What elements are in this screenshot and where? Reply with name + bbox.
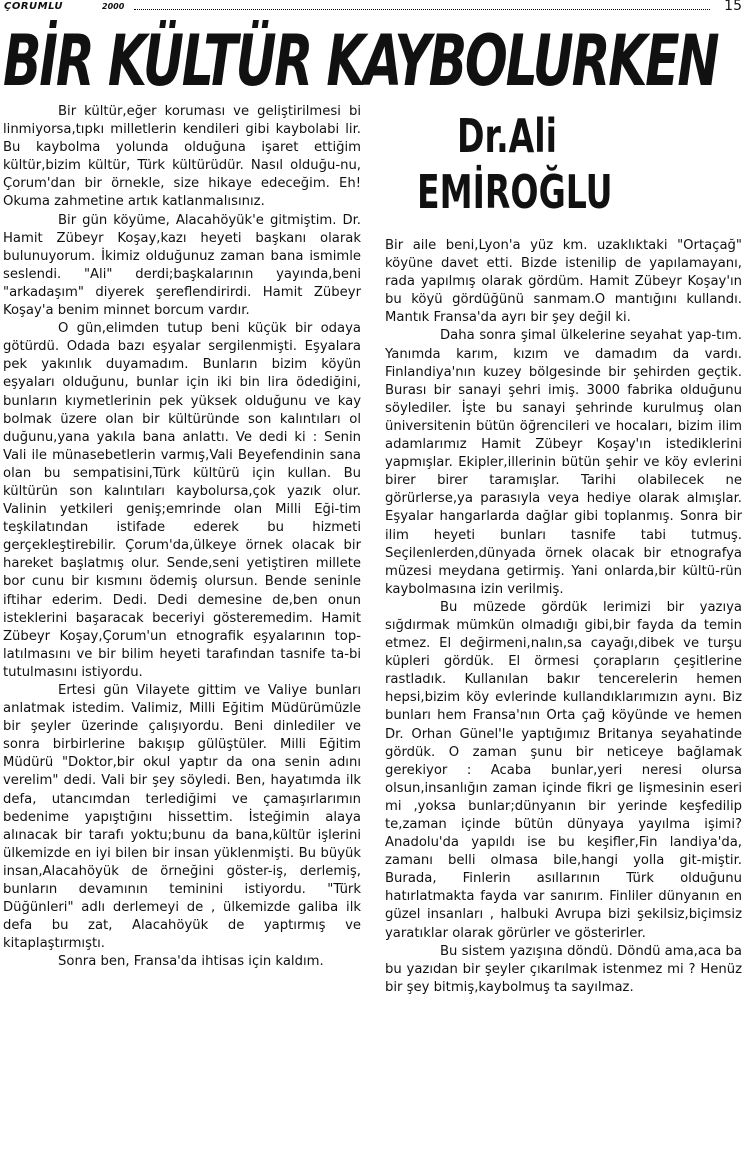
article-title: BİR KÜLTÜR KAYBOLURKEN [3,20,718,102]
author-name [417,108,613,220]
left-column [3,103,361,972]
paragraph: Sonra ben, Fransa'da ihtisas için kaldım. [58,954,324,970]
paragraph: Bir aile beni,Lyon'a yüz km. uzaklıktaki "Ortaçağ" köyüne davet etti. Bizde istenilip de yapılamayanı, rada yapılmış olarak gördüm. Hamit Zübeyr Koşay'ın bu köyü gördüğünü sanmam.O mantığını kullandı. Mantık Fransa'da ayrı bir şey değil ki. [385,238,742,326]
paragraph: O gün,elimden tutup beni küçük bir odaya götürdü. Odada bazı eşyalar sergilenmişti. Eşyalara pek yakınlık duyamadım. Bunların bizim köyün eşyaları olduğunu, bunlar için iki bin lira ödediğini, bunların kıymetlerinin pek yüksek olduğunu ve kay bolmak üzere olan bir kültüründe son kalıntıları ol duğunu,yana yakıla bana anlattı. Ve dedi ki : Senin Vali ile münasebetlerin varmış,Vali Beyefendinin sana olan bu sempatisini,Türk kültürü için kullan. Bu kültürün son kalıntıları kaybolursa,çok yazık olur. Valinin yetkileri geniş;emrinde olan Milli Eği-tim teşkilatından istifade ederek bu hizmeti gerçekleştirebilir. Çorum'da,ülkeye örnek olacak bir hareket başlatmış olur. Sende,seni yetiştiren millete bor cunu bir kısmını ödemiş olursun. Bende seninle iftihar ederim. Dedi. Dedi demesine de,ben onun isteklerini başaracak beceriyi gösteremedim. Hamit Zübeyr Koşay,Çorum'un etnografik eşyalarının top-latılmasını ve bir bilim heyeti tarafından tasnife ta-bi tutulmasını istiyordu. [3,321,361,680]
publication-year: 2000 [102,2,125,11]
paragraph: Daha sonra şimal ülkelerine seyahat yap-tım. Yanımda karım, kızım ve damadım da vardı. Finlandiya'nın kuzey bölgesinde bir şehirden geçtik. Burası bir sanayi şehri imiş. 3000 fabrika olduğunu söylediler. İşte bu sanayi şehrinde kurulmuş olan üniversitenin bütün öğrencileri ve hocaları, bizim ilim adamlarımız Hamit Zübeyr Koşay'ın istediklerini yapmışlar. Ekipler,illerinin bütün şehir ve köy evlerini birer birer taramışlar. Tarihi olabilecek ne görürlerse,ya parasıyla veya hediye olarak almışlar. Eşyalar hangarlarda dağlar gibi toplanmış. Sonra bir ilim heyeti bunları tasnife tabi tutmuş. Seçilenlerden,dünyada örnek olacak bir etnografya müzesi meydana getirmiş. Yani onlarda,bir kültü-rün kaybolmasına izin verilmiş. [385,328,742,597]
header-dotted-rule [134,9,710,10]
right-column [385,237,742,997]
paragraph: Bir gün köyüme, Alacahöyük'e gitmiştim. Dr. Hamit Zübeyr Koşay,kazı heyeti başkanı olarak bulunuyorum. İkimiz olduğunuz zaman bana ismimle seslendi. "Ali" derdi;başkalarının yayında,beni "arkadaşım" diyerek şereflendirirdi. Hamit Zübeyr Koşay'a benim minnet borcum vardır. [3,212,361,319]
paragraph: Bu müzede gördük lerimizi bir yazıya sığdırmak mümkün olmadığı gibi,bir fayda da temin etmez. El değirmeni,nalın,sa cayağı,dibek ve turşu küpleri gördük. El örmesi çorapların çeşitlerine rastladık. Kullanılan bakır tencerelerin hemen hepsi,bizim köy evlerinde kullandıklarımızın aynı. Biz bunları hem Fransa'nın Orta çağ köyünde ve hemen Dr. Orhan Günel'le yaptığımız Britanya seyahatinde gördük. O zaman şunu bir neticeye bağlamak gerekiyor : Acaba bunlar,yeri neresi olursa olsun,insanlığın zaman içinde fikri ge lişmesinin eseri mi ,yoksa bunlar;dünyanın bir yerinde keşfedilip te,zaman içinde bütün dünyaya yayılma işimi? Anadolu'da yapıldı ise bu keşifler,Fin landiya'da, zamanı belli olmasa bile,hangi yolla git-miştir. Burada, Finlerin asıllarının Türk olduğunu hatırlatmakta fayda var sanırım. Finliler dünyanın en güzel insanları , halbuki Avrupa bizi şekilsiz,biçimsiz yaratıklar olarak görürler ve gösterirler. [385,599,742,941]
author-name-line-2: EMİROĞLU [417,165,613,219]
paragraph: Bu sistem yazışına döndü. Döndü ama,aca ba bu yazıdan bir şeyler çıkarılmak istenmez mi ? Henüz bir şey bitmiş,kaybolmuş ta sayılmaz. [385,943,742,995]
publication-name: ÇORUMLU [4,1,64,12]
paragraph: Bir kültür,eğer koruması ve geliştirilmesi bi linmiyorsa,tıpkı milletlerin kendileri gibi kaybolabi lir. Bu kaybolma yolunda olduğuna işaret ettiğim kültür,bizim kültür, Türk kültürüdür. Nasıl olduğu-nu, Çorum'dan bir örnekle, size hikaye edeceğim. Eh! Okuma zahmetine artık katlanmalısınız. [3,104,361,210]
paragraph: Ertesi gün Vilayete gittim ve Valiye bunları anlatmak istedim. Valimiz, Milli Eğitim Müdürümüzle bir şeyler üzerinde çalışıyordu. Beni dinlediler ve sonra birbirlerine bakışıp gülüştüler. Milli Eğitim Müdürü "Doktor,bir okul yaptır da ona senin adını verelim" dedi. Vali bir şey söyledi. Ben, hayatımda ilk defa, utancımdan terlediğimi ve çamaşırlarımın bedenime yapıştığını hissettim. İsteğimin alaya alınacak bir tarafı yoktu;bunu da bana,kültür işlerini ülkemizde en iyi bilen bir insan yüklenmişti. Bu büyük insan,Alacahöyük de örneğini göster-iş, derlemiş, bunların devamının teminini istiyordu. "Türk Düğünleri" adlı derlemeyi de , ülkemizde galiba ilk defa bu zat, Alacahöyük de yaptırmış ve kitaplaştırmıştı. [3,683,361,952]
page-header [4,0,742,16]
page-number: 15 [724,0,742,14]
author-name-line-1: Dr.Ali [456,109,558,163]
